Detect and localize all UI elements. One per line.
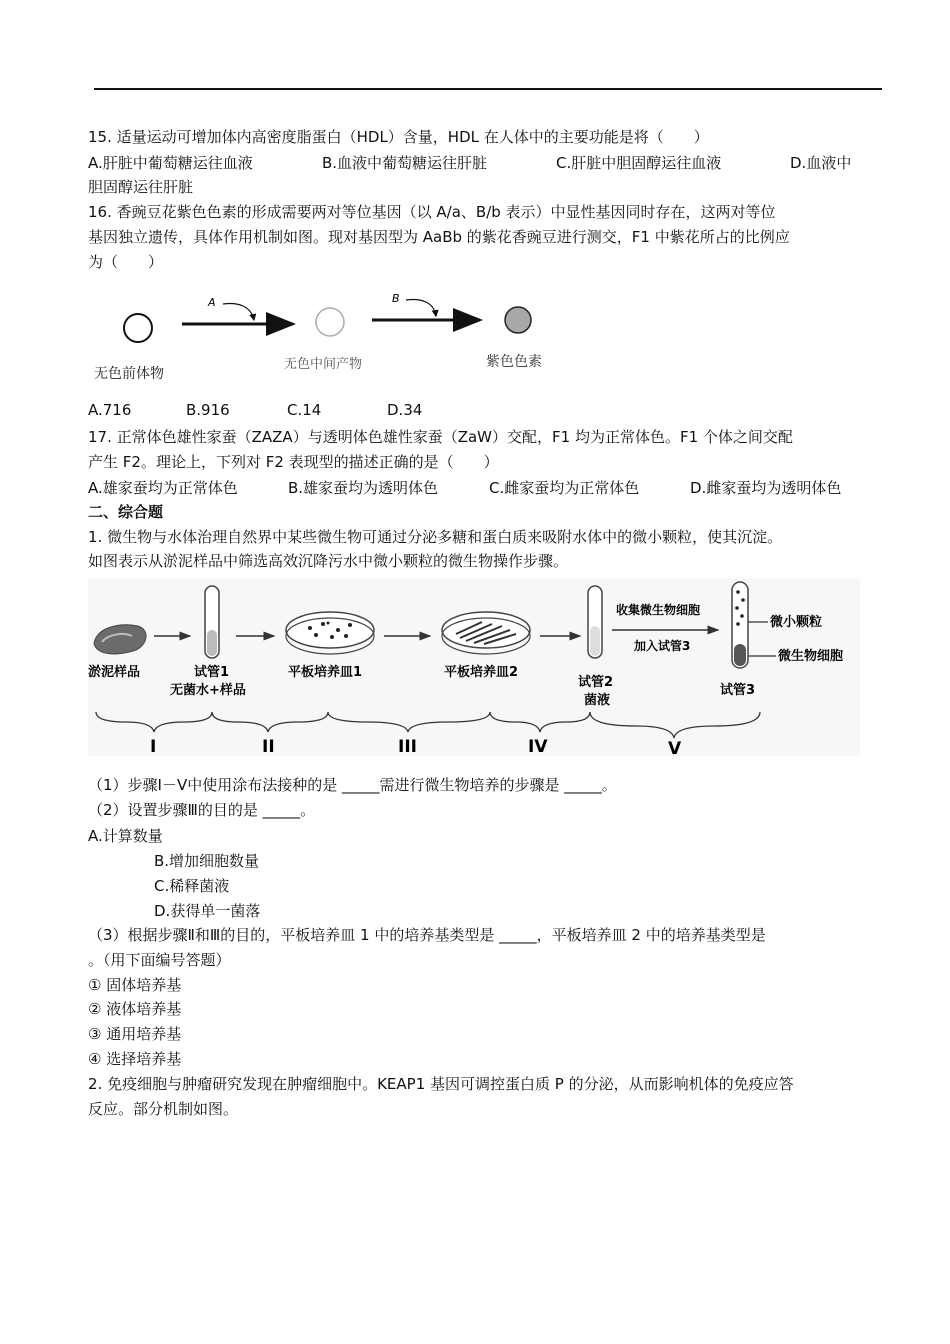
q15-option-b[interactable]: B.血液中葡萄糖运往肝脏: [322, 154, 488, 172]
precursor-circle: [124, 314, 152, 342]
q17-option-d[interactable]: D.雌家蚕均为透明体色: [690, 479, 842, 497]
tube3-label: 试管3: [720, 683, 756, 698]
c1-sub2-option-c[interactable]: C.稀释菌液: [154, 877, 230, 895]
q16-option-c[interactable]: C.14: [287, 401, 322, 419]
cell-label: 微生物细胞: [778, 649, 844, 664]
header-rule: [94, 88, 882, 90]
q17-option-b[interactable]: B.雄家蚕均为透明体色: [288, 479, 439, 497]
precursor-label: 无色前体物: [94, 366, 164, 382]
particle-label: 微小颗粒: [770, 615, 823, 630]
c1-sub3-line1: （3）根据步骤Ⅱ和Ⅲ的目的，平板培养皿 1 中的培养基类型是 _____，平板培养皿 2 中的培养基类型是: [88, 926, 766, 944]
step-label-3: III: [398, 737, 417, 756]
q15-option-a[interactable]: A.肝脏中葡萄糖运往血液: [88, 154, 253, 172]
q17-option-c[interactable]: C.雌家蚕均为正常体色: [489, 479, 640, 497]
c1-stem-line2: 如图表示从淤泥样品中筛选高效沉降污水中微小颗粒的微生物操作步骤。: [88, 552, 569, 570]
tube2-label-a: 试管2: [578, 675, 614, 690]
q16-stem-line2: 基因独立遗传，具体作用机制如图。现对基因型为 AaBb 的紫花香豌豆进行测交，F1 中紫花所占的比例应: [88, 228, 790, 246]
c2-stem-line1: 2. 免疫细胞与肿瘤研究发现在肿瘤细胞中。KEAP1 基因可调控蛋白质 P 的分泌，从而影响机体的免疫应答: [88, 1075, 794, 1093]
q15-stem: 15. 适量运动可增加体内高密度脂蛋白（HDL）含量，HDL 在人体中的主要功能是将（ ）: [88, 128, 709, 146]
purple-pigment-circle: [505, 307, 531, 333]
step-label-4: IV: [528, 737, 548, 756]
c1-sub2-option-b[interactable]: B.增加细胞数量: [154, 852, 260, 870]
sludge-label: 淤泥样品: [88, 665, 141, 680]
plate2-label: 平板培养皿2: [444, 665, 519, 680]
c1-sub1: （1）步骤Ⅰ－Ⅴ中使用涂布法接种的是 _____需进行微生物培养的步骤是 _____。: [88, 776, 617, 794]
tube1-label-b: 无菌水+样品: [170, 683, 246, 698]
q16-pathway-diagram: [88, 282, 588, 392]
q16-option-b[interactable]: B.916: [186, 401, 230, 419]
intermediate-label: 无色中间产物: [284, 357, 363, 372]
plate1-label: 平板培养皿1: [288, 665, 363, 680]
c1-medium-2: ② 液体培养基: [88, 1000, 182, 1018]
tube1-label-a: 试管1: [194, 665, 230, 680]
gene-a-label: A: [208, 296, 216, 309]
q17-option-a[interactable]: A.雄家蚕均为正常体色: [88, 479, 238, 497]
q16-stem-line1: 16. 香豌豆花紫色色素的形成需要两对等位基因（以 A/a、B/b 表示）中显性基因同时存在，这两对等位: [88, 203, 776, 221]
q16-stem-line3: 为（ ）: [88, 253, 164, 271]
collect-label: 收集微生物细胞: [616, 603, 701, 617]
step-label-1: I: [150, 737, 157, 756]
c1-medium-3: ③ 通用培养基: [88, 1025, 182, 1043]
pigment-label: 紫色色素: [486, 354, 542, 370]
step-label-2: II: [262, 737, 275, 756]
q15-option-c[interactable]: C.肝脏中胆固醇运往血液: [556, 154, 722, 172]
c1-stem-line1: 1. 微生物与水体治理自然界中某些微生物可通过分泌多糖和蛋白质来吸附水体中的微小颗粒，使其沉淀。: [88, 528, 783, 546]
enzyme-b-curve: [406, 300, 436, 316]
c1-sub2-option-a[interactable]: A.计算数量: [88, 827, 163, 845]
q16-option-a[interactable]: A.716: [88, 401, 132, 419]
intermediate-circle: [316, 308, 344, 336]
section-title: 二、综合题: [88, 503, 164, 521]
q15-option-d-cont: 胆固醇运往肝脏: [88, 178, 194, 196]
q16-option-d[interactable]: D.34: [387, 401, 423, 419]
c1-sub2-option-d[interactable]: D.获得单一菌落: [154, 902, 261, 920]
step-label-5: V: [668, 739, 682, 756]
tube2-label-b: 菌液: [584, 693, 611, 708]
c1-procedure-figure: [88, 578, 860, 756]
q15-option-d[interactable]: D.血液中: [790, 154, 852, 172]
c1-medium-1: ① 固体培养基: [88, 976, 182, 994]
gene-b-label: B: [392, 292, 400, 305]
c1-medium-4: ④ 选择培养基: [88, 1050, 182, 1068]
c1-sub2: （2）设置步骤Ⅲ的目的是 _____。: [88, 801, 316, 819]
q17-stem-line1: 17. 正常体色雄性家蚕（ZAZA）与透明体色雄性家蚕（ZaW）交配，F1 均为正常体色。F1 个体之间交配: [88, 428, 793, 446]
q17-stem-line2: 产生 F2。理论上，下列对 F2 表现型的描述正确的是（ ）: [88, 453, 499, 471]
c1-sub3-line2: 。（用下面编号答题）: [88, 951, 231, 969]
enzyme-a-curve: [223, 304, 254, 320]
add-label: 加入试管3: [634, 639, 691, 653]
c2-stem-line2: 反应。部分机制如图。: [88, 1100, 239, 1118]
